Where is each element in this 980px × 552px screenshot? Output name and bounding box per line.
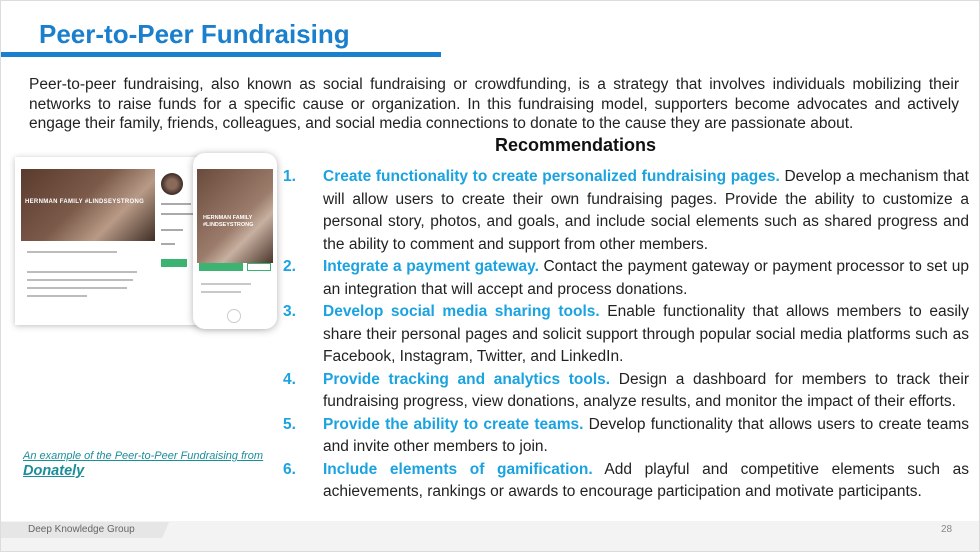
page-number: 28	[941, 524, 953, 535]
recommendations-heading: Recommendations	[495, 135, 657, 155]
recommendation-title: Provide the ability to create teams.	[323, 415, 584, 433]
recommendation-text: Develop functionality that allows users to create teams and invite other members to join.	[323, 415, 969, 455]
desktop-side-line	[161, 203, 191, 205]
recommendations-list	[283, 166, 969, 504]
phone-text-line	[201, 291, 241, 293]
recommendation-title: Provide tracking and analytics tools.	[323, 370, 611, 388]
phone-text-line	[201, 283, 251, 285]
recommendation-item	[283, 256, 969, 301]
recommendation-text: Contact the payment gateway or payment processor to set up an integration that will accept and process donations.	[323, 258, 970, 298]
desktop-text-line	[27, 251, 117, 253]
desktop-text-line	[27, 279, 133, 281]
desktop-hero-photo	[21, 169, 155, 241]
recommendation-number: 4.	[283, 370, 296, 388]
image-caption: An example of the Peer-to-Peer Fundraising from	[23, 450, 264, 462]
phone-donate-button-graphic	[199, 263, 243, 271]
desktop-text-line	[27, 271, 137, 273]
recommendation-number: 6.	[283, 460, 296, 478]
phone-home-button	[227, 309, 241, 323]
recommendation-item	[283, 166, 969, 256]
desktop-text-line	[27, 295, 87, 297]
desktop-side-line	[161, 243, 175, 245]
recommendation-title: Develop social media sharing tools.	[323, 303, 600, 320]
desktop-text-line	[27, 287, 127, 289]
recommendation-number: 5.	[283, 415, 296, 433]
recommendation-text: Design a dashboard for members to track their fundraising progress, view donations, analyze results, and monitor the impact of their efforts.	[323, 370, 969, 410]
donate-button-graphic	[161, 259, 187, 267]
recommendation-title: Create functionality to create personalized fundraising pages.	[323, 168, 780, 185]
fundraising-mockup-image	[15, 153, 277, 331]
recommendation-item	[283, 459, 969, 504]
phone-hero-text: HERNMAN FAMILY #LINDSEYSTRONG	[203, 215, 254, 228]
recommendation-number: 3.	[283, 303, 296, 320]
phone-mockup	[193, 153, 277, 329]
donately-link[interactable]: Donately	[23, 463, 85, 479]
slide-title: Peer-to-Peer Fundraising	[39, 19, 350, 49]
desktop-side-line	[161, 229, 183, 231]
recommendation-item	[283, 301, 969, 369]
recommendation-item	[283, 369, 969, 414]
phone-hero-photo	[197, 169, 273, 263]
recommendation-title: Include elements of gamification.	[323, 460, 593, 478]
recommendation-text: Develop a mechanism that will allow users to create their own fundraising pages. Provide the ability to customize a personal story, photos, and goals, and include social elements such as shared progress and the ability to comment and support from other members.	[323, 168, 969, 253]
footer-company: Deep Knowledge Group	[28, 524, 135, 535]
recommendation-text: Add playful and competitive elements such as achievements, rankings or awards to encourage participation and motivate participants.	[323, 460, 969, 500]
desktop-side-line	[161, 213, 195, 215]
recommendation-number: 2.	[283, 258, 296, 275]
recommendation-text: Enable functionality that allows members to easily share their personal pages and solicit support through popular social media platforms such as Facebook, Instagram, Twitter, and LinkedIn.	[323, 303, 969, 365]
recommendation-title: Integrate a payment gateway.	[323, 258, 539, 275]
phone-share-button-graphic	[247, 263, 271, 271]
recommendation-item	[283, 414, 969, 459]
intro-paragraph: Peer-to-peer fundraising, also known as social fundraising or crowdfunding, is a strategy that involves individuals mobilizing their networks to raise funds for a specific cause or organization. In this fundraising model, supporters become advocates and actively engage their family, friends, colleagues, and social media connections to donate to the cause they are passionate about.	[29, 76, 959, 132]
title-underline	[1, 52, 441, 57]
desktop-hero-text: HERNMAN FAMILY #LINDSEYSTRONG	[25, 199, 145, 205]
recommendation-number: 1.	[283, 168, 296, 185]
avatar	[161, 173, 183, 195]
